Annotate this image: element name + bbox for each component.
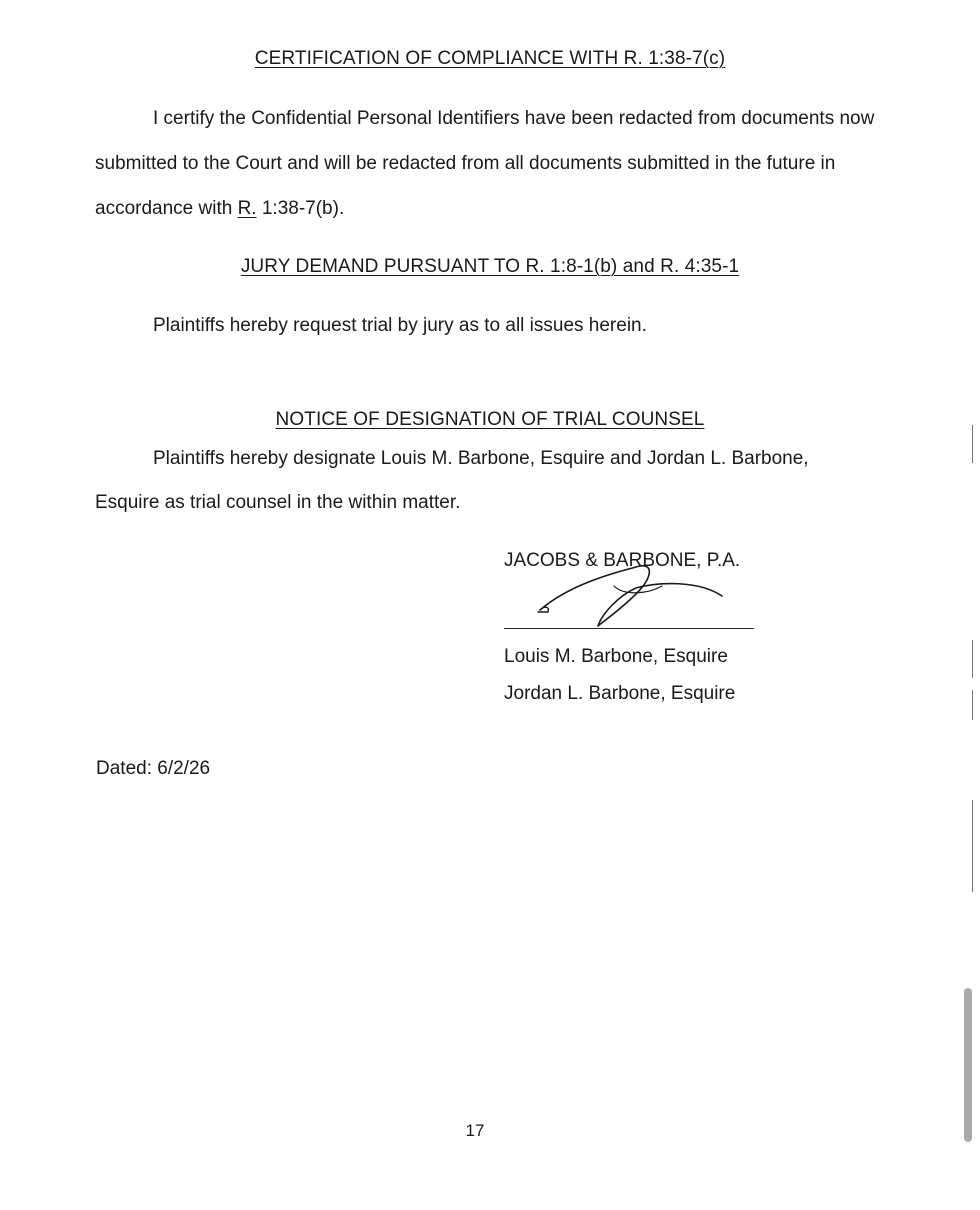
certification-line-3-prefix: accordance with (95, 198, 238, 219)
handwritten-signature (528, 556, 738, 636)
signer-1: Louis M. Barbone, Esquire (504, 646, 728, 667)
trial-counsel-heading: NOTICE OF DESIGNATION OF TRIAL COUNSEL (275, 409, 705, 430)
certification-line-1: I certify the Confidential Personal Identifiers have been redacted from documents now (153, 108, 875, 129)
dated-line: Dated: 6/2/26 (96, 758, 211, 779)
trial-counsel-line-1: Plaintiffs hereby designate Louis M. Barbone, Esquire and Jordan L. Barbone, (153, 448, 809, 469)
scan-edge-mark (972, 640, 973, 678)
certification-line-3-suffix: 1:38-7(b). (256, 198, 345, 219)
page-number: 17 (465, 1121, 485, 1140)
certification-line-2: submitted to the Court and will be redacted from all documents submitted in the future in (95, 153, 836, 174)
signature-line (504, 628, 754, 629)
certification-heading: CERTIFICATION OF COMPLIANCE WITH R. 1:38-7(c) (254, 48, 726, 69)
jury-demand-body: Plaintiffs hereby request trial by jury as to all issues herein. (153, 315, 647, 336)
firm-name: JACOBS & BARBONE, P.A. (504, 550, 741, 571)
scrollbar-thumb[interactable] (964, 988, 972, 1142)
rule-reference: R. (237, 198, 257, 219)
certification-line-3 (95, 198, 344, 220)
jury-demand-heading: JURY DEMAND PURSUANT TO R. 1:8-1(b) and R. 4:35-1 (240, 256, 740, 277)
scan-edge-mark (972, 690, 973, 720)
trial-counsel-line-2: Esquire as trial counsel in the within matter. (95, 492, 461, 513)
scan-edge-mark (972, 800, 973, 892)
signer-2: Jordan L. Barbone, Esquire (504, 683, 736, 704)
scan-edge-mark (972, 425, 973, 463)
